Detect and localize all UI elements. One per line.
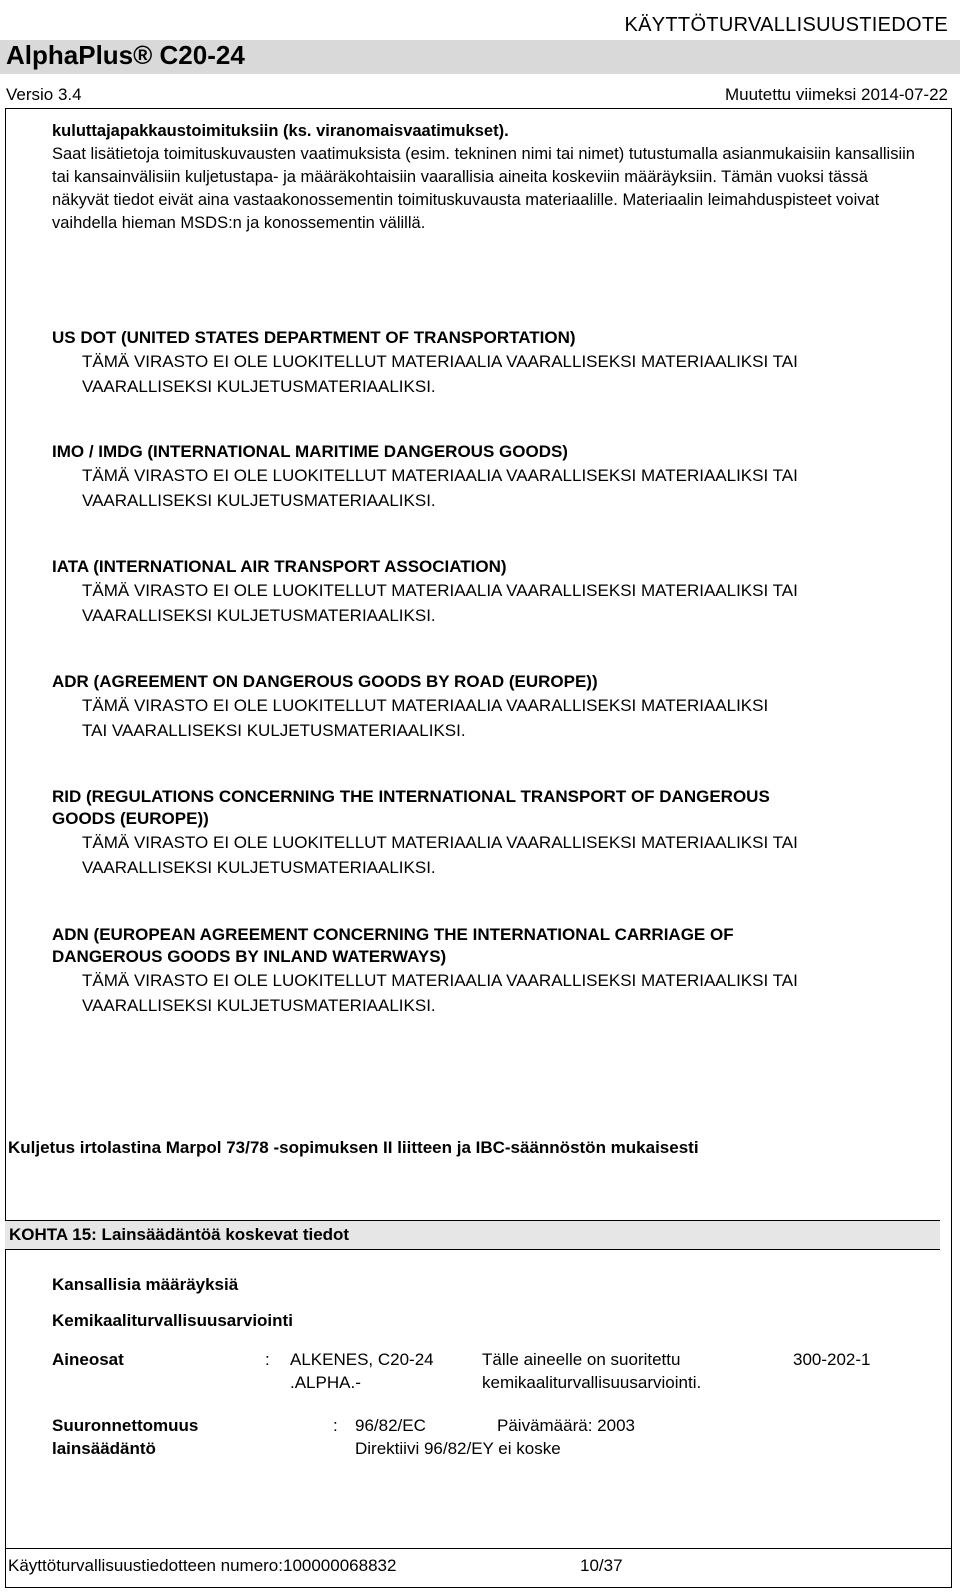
transport-body: TÄMÄ VIRASTO EI OLE LUOKITELLUT MATERIAALIA VAARALLISEKSI MATERIAALIKSI TAI VAARALLISEKSI KULJETUSMATERIAALIKSI. (82, 352, 798, 396)
transport-section-adr (52, 671, 932, 743)
ingredients-note: Tälle aineelle on suoritettu kemikaaliturvallisuusarviointi. (482, 1350, 702, 1392)
product-name: AlphaPlus® C20-24 (6, 40, 245, 70)
seveso-note: Direktiivi 96/82/EY ei koske (355, 1439, 561, 1458)
footer-divider (5, 1548, 952, 1549)
marpol-heading: Kuljetus irtolastina Marpol 73/78 -sopimuksen II liitteen ja IBC-säännöstön mukaisesti (8, 1138, 699, 1157)
transport-body: TÄMÄ VIRASTO EI OLE LUOKITELLUT MATERIAALIA VAARALLISEKSI MATERIAALIKSI TAI VAARALLISEKSI KULJETUSMATERIAALIKSI. (82, 833, 798, 877)
intro-text: Saat lisätietoja toimituskuvausten vaatimuksista (esim. tekninen nimi tai nimet) tutustumalla asianmukaisiin kansallisiin tai kansainvälisiin kuljetustapa- ja määräkohtaisiin vaarallisia aineita koskeviin määräyksiin. Tämän vuoksi tässä näkyvät tiedot eivät aina vastaakonossementin toimituskuvausta materiaalille. Materiaalin leimahduspisteet voivat vaihdella hieman MSDS:n ja konossementin välillä. (52, 145, 915, 232)
transport-title: US DOT (UNITED STATES DEPARTMENT OF TRANSPORTATION) (52, 328, 576, 347)
ingredients-label: Aineosat (52, 1350, 124, 1369)
revision-date: Muutettu viimeksi 2014-07-22 (724, 85, 948, 104)
intro-paragraph (52, 120, 922, 235)
section-15-title: KOHTA 15: Lainsäädäntöä koskevat tiedot (9, 1225, 350, 1244)
transport-section-rid (52, 786, 812, 880)
chemical-safety-assessment-heading: Kemikaaliturvallisuusarviointi (52, 1311, 293, 1330)
transport-title: ADR (AGREEMENT ON DANGEROUS GOODS BY ROAD (EUROPE)) (52, 672, 598, 691)
national-regulations-heading: Kansallisia määräyksiä (52, 1275, 239, 1294)
seveso-date: Päivämäärä: 2003 (497, 1416, 635, 1435)
seveso-directive: 96/82/EC (355, 1416, 426, 1435)
major-accident-legislation-label: Suuronnettomuus lainsäädäntö (52, 1416, 199, 1458)
transport-body: TÄMÄ VIRASTO EI OLE LUOKITELLUT MATERIAALIA VAARALLISEKSI MATERIAALIKSI TAI VAARALLISEKSI KULJETUSMATERIAALIKSI. (82, 581, 798, 625)
transport-title: IMO / IMDG (INTERNATIONAL MARITIME DANGEROUS GOODS) (52, 442, 568, 461)
transport-body: TÄMÄ VIRASTO EI OLE LUOKITELLUT MATERIAALIA VAARALLISEKSI MATERIAALIKSI TAI VAARALLISEKSI KULJETUSMATERIAALIKSI. (82, 466, 798, 510)
page-number: 10/37 (580, 1556, 623, 1575)
transport-section-usdot (52, 327, 932, 399)
sds-number: Käyttöturvallisuustiedotteen numero:100000068832 (8, 1556, 397, 1575)
transport-title: IATA (INTERNATIONAL AIR TRANSPORT ASSOCIATION) (52, 557, 507, 576)
transport-section-imdg (52, 441, 932, 513)
document-type: KÄYTTÖTURVALLISUUSTIEDOTE (624, 14, 948, 36)
ingredients-colon: : (265, 1350, 270, 1369)
ingredients-name: ALKENES, C20-24 .ALPHA.- (290, 1350, 434, 1392)
intro-line-bold: kuluttajapakkaustoimituksiin (ks. viranomaisvaatimukset). (52, 122, 509, 140)
seveso-colon: : (333, 1416, 338, 1435)
transport-title: RID (REGULATIONS CONCERNING THE INTERNATIONAL TRANSPORT OF DANGEROUS GOODS (EUROPE)) (52, 787, 770, 828)
version-label: Versio 3.4 (6, 85, 82, 104)
transport-body: TÄMÄ VIRASTO EI OLE LUOKITELLUT MATERIAALIA VAARALLISEKSI MATERIAALIKSI TAI VAARALLISEKSI KULJETUSMATERIAALIKSI. (82, 971, 798, 1015)
transport-section-iata (52, 556, 932, 628)
transport-title: ADN (EUROPEAN AGREEMENT CONCERNING THE INTERNATIONAL CARRIAGE OF DANGEROUS GOODS BY INLAND WATERWAYS) (52, 925, 734, 966)
ingredients-cas-number: 300-202-1 (793, 1350, 871, 1369)
transport-body: TÄMÄ VIRASTO EI OLE LUOKITELLUT MATERIAALIA VAARALLISEKSI MATERIAALIKSI TAI VAARALLISEKSI KULJETUSMATERIAALIKSI. (82, 696, 769, 740)
transport-section-adn (52, 924, 842, 1018)
